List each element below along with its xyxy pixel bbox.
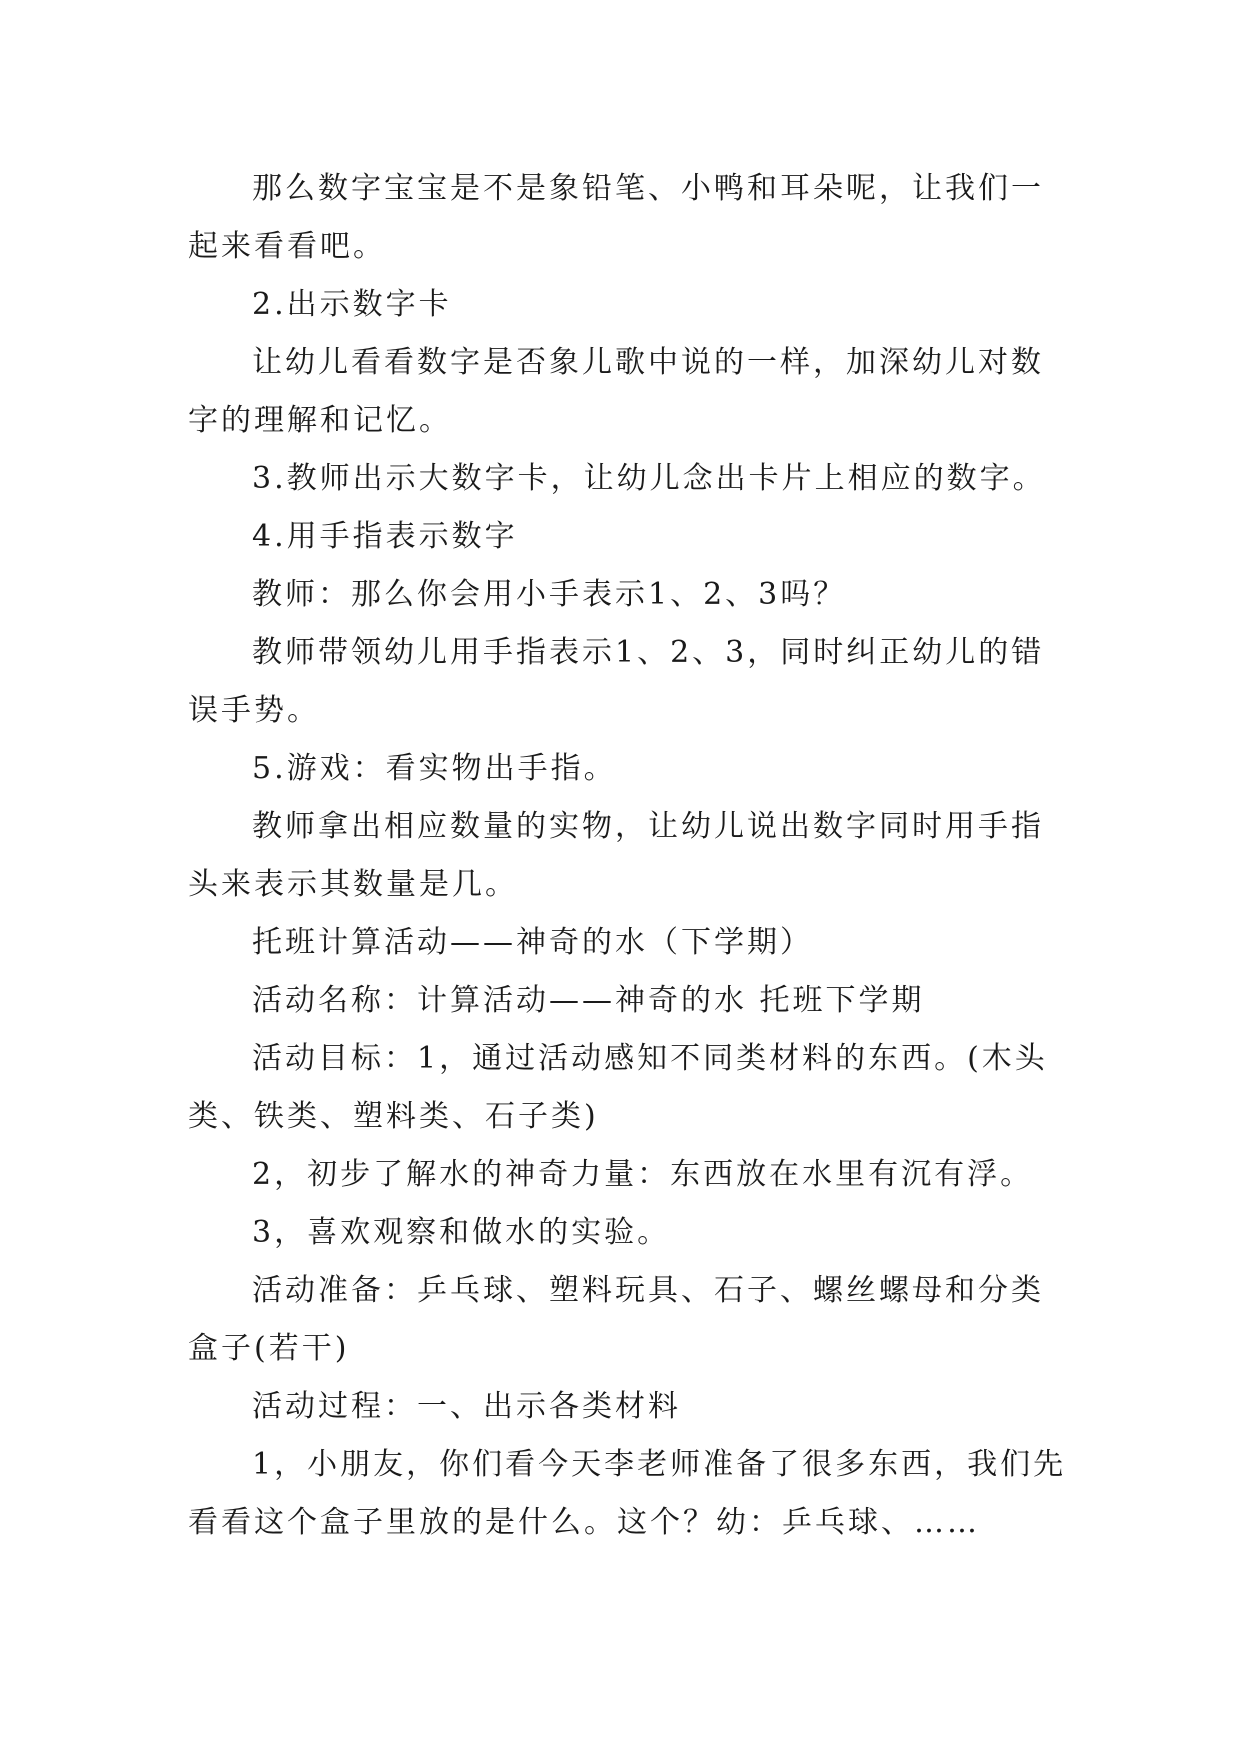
step-heading: 3.教师出示大数字卡，让幼儿念出卡片上相应的数字。 bbox=[252, 461, 1046, 496]
activity-goal: 活动目标：1，通过活动感知不同类材料的东西。(木头类、铁类、塑料类、石子类) bbox=[188, 1041, 1048, 1134]
paragraph: 1，小朋友，你们看今天李老师准备了很多东西，我们先看看这个盒子里放的是什么。这个？幼：乒乓球、…… bbox=[188, 1447, 1067, 1540]
paragraph: 那么数字宝宝是不是象铅笔、小鸭和耳朵呢，让我们一起来看看吧。 bbox=[188, 171, 1044, 264]
activity-process: 活动过程：一、出示各类材料 bbox=[252, 1389, 681, 1424]
activity-name: 活动名称：计算活动——神奇的水 托班下学期 bbox=[252, 983, 925, 1018]
paragraph: 教师带领幼儿用手指表示1、2、3，同时纠正幼儿的错误手势。 bbox=[188, 635, 1045, 728]
step-heading: 4.用手指表示数字 bbox=[252, 519, 518, 554]
paragraph: 教师拿出相应数量的实物，让幼儿说出数字同时用手指头来表示其数量是几。 bbox=[188, 809, 1044, 902]
step-heading: 5.游戏：看实物出手指。 bbox=[252, 751, 617, 786]
activity-preparation: 活动准备：乒乓球、塑料玩具、石子、螺丝螺母和分类盒子(若干) bbox=[188, 1273, 1044, 1366]
step-heading: 2.出示数字卡 bbox=[252, 287, 452, 322]
paragraph: 教师：那么你会用小手表示1、2、3吗？ bbox=[252, 577, 847, 612]
section-title: 托班计算活动——神奇的水（下学期） bbox=[252, 925, 813, 960]
activity-goal: 2，初步了解水的神奇力量：东西放在水里有沉有浮。 bbox=[252, 1157, 1034, 1192]
document-body bbox=[188, 160, 1068, 1552]
activity-goal: 3，喜欢观察和做水的实验。 bbox=[252, 1215, 671, 1250]
paragraph: 让幼儿看看数字是否象儿歌中说的一样，加深幼儿对数字的理解和记忆。 bbox=[188, 345, 1044, 438]
